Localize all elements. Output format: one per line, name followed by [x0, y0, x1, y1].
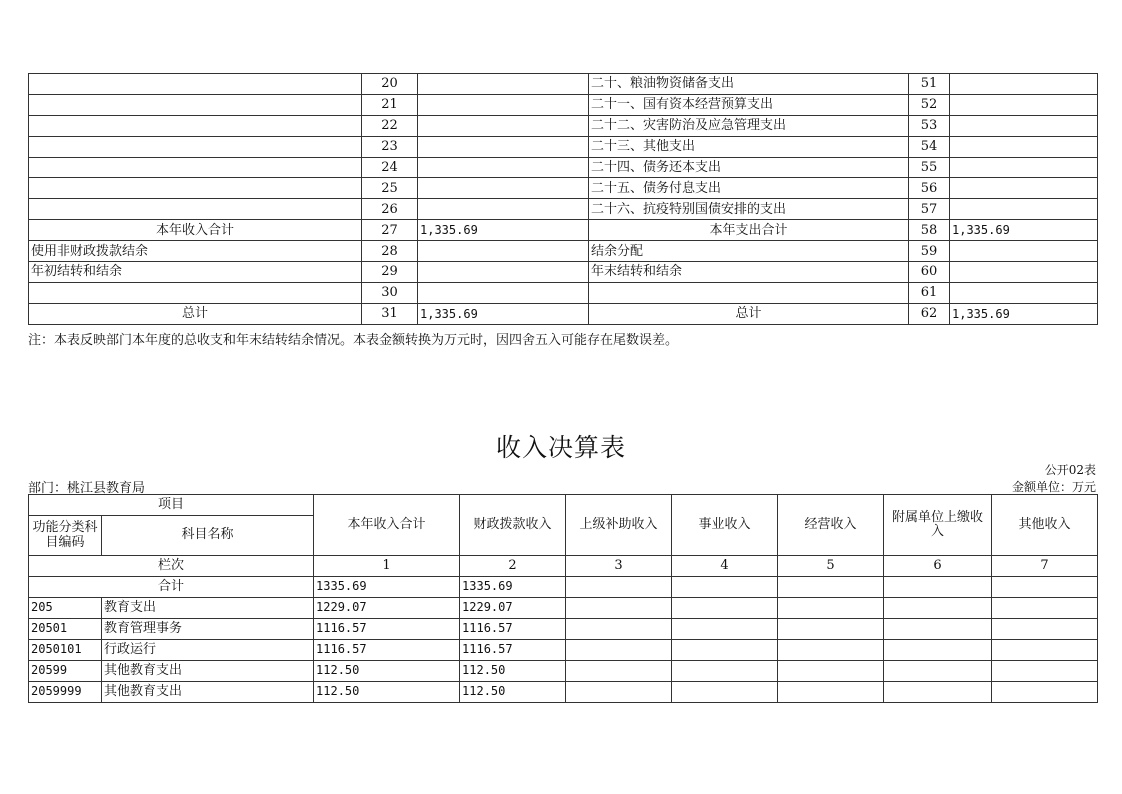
empty-cell: [778, 682, 884, 703]
column-index: 4: [672, 556, 778, 577]
summary-row: [29, 115, 1098, 136]
row-total-income: 1229.07: [314, 598, 460, 619]
empty-cell: [884, 577, 992, 598]
expense-line-no: 61: [909, 282, 950, 303]
column-index-row: [29, 556, 1098, 577]
header-business: 事业收入: [672, 495, 778, 556]
income-amount: [418, 157, 589, 178]
subject-code: 20501: [29, 619, 102, 640]
income-line-no: 22: [362, 115, 418, 136]
income-line-no: 29: [362, 262, 418, 283]
empty-cell: [778, 640, 884, 661]
column-index-label: 栏次: [29, 556, 314, 577]
column-index: 7: [992, 556, 1098, 577]
income-item: 年初结转和结余: [29, 262, 362, 283]
row-total-income: 1116.57: [314, 619, 460, 640]
expense-amount: [950, 199, 1098, 220]
income-line-no: 25: [362, 178, 418, 199]
empty-cell: [566, 619, 672, 640]
income-line-no: 24: [362, 157, 418, 178]
header-operating: 经营收入: [778, 495, 884, 556]
income-item: [29, 94, 362, 115]
row-fiscal-income: 1229.07: [460, 598, 566, 619]
table-row: [29, 661, 1098, 682]
expense-amount: 1,335.69: [950, 220, 1098, 241]
row-fiscal-income: 1116.57: [460, 619, 566, 640]
subject-code: 20599: [29, 661, 102, 682]
empty-cell: [672, 619, 778, 640]
income-line-no: 23: [362, 136, 418, 157]
summary-row: [29, 220, 1098, 241]
income-item: 本年收入合计: [29, 220, 362, 241]
summary-row: [29, 136, 1098, 157]
empty-cell: [672, 577, 778, 598]
income-line-no: 20: [362, 74, 418, 95]
empty-cell: [992, 619, 1098, 640]
income-line-no: 31: [362, 303, 418, 324]
income-amount: [418, 74, 589, 95]
empty-cell: [566, 640, 672, 661]
expense-line-no: 62: [909, 303, 950, 324]
row-total-income: 112.50: [314, 661, 460, 682]
income-item: [29, 157, 362, 178]
empty-cell: [566, 577, 672, 598]
empty-cell: [672, 661, 778, 682]
income-amount: [418, 94, 589, 115]
income-item: [29, 199, 362, 220]
expense-amount: [950, 157, 1098, 178]
income-item: 总计: [29, 303, 362, 324]
summary-row: [29, 262, 1098, 283]
subject-name: 行政运行: [102, 640, 314, 661]
expense-line-no: 56: [909, 178, 950, 199]
expense-item: 结余分配: [589, 241, 909, 262]
empty-cell: [992, 682, 1098, 703]
expense-amount: 1,335.69: [950, 303, 1098, 324]
income-item: [29, 115, 362, 136]
expense-item: 二十四、债务还本支出: [589, 157, 909, 178]
income-item: 使用非财政拨款结余: [29, 241, 362, 262]
income-line-no: 21: [362, 94, 418, 115]
summary-row: [29, 199, 1098, 220]
expense-amount: [950, 74, 1098, 95]
header-affiliated: 附属单位上缴收入: [884, 495, 992, 556]
row-total-income: 112.50: [314, 682, 460, 703]
empty-cell: [992, 598, 1098, 619]
income-amount: [418, 199, 589, 220]
expense-item: 二十二、灾害防治及应急管理支出: [589, 115, 909, 136]
expense-item: 二十、粮油物资储备支出: [589, 74, 909, 95]
empty-cell: [566, 598, 672, 619]
expense-item: 年末结转和结余: [589, 262, 909, 283]
expense-item: 总计: [589, 303, 909, 324]
expense-line-no: 54: [909, 136, 950, 157]
expense-line-no: 53: [909, 115, 950, 136]
row-fiscal-income: 1116.57: [460, 640, 566, 661]
empty-cell: [884, 661, 992, 682]
header-name: 科目名称: [102, 516, 314, 556]
income-amount: [418, 115, 589, 136]
empty-cell: [672, 682, 778, 703]
total-income: 1335.69: [314, 577, 460, 598]
income-item: [29, 178, 362, 199]
expense-line-no: 60: [909, 262, 950, 283]
table-row: [29, 640, 1098, 661]
income-line-no: 26: [362, 199, 418, 220]
income-item: [29, 136, 362, 157]
expense-item: 二十三、其他支出: [589, 136, 909, 157]
total-row: [29, 577, 1098, 598]
header-fiscal: 财政拨款收入: [460, 495, 566, 556]
income-line-no: 30: [362, 282, 418, 303]
column-index: 2: [460, 556, 566, 577]
total-label: 合计: [29, 577, 314, 598]
empty-cell: [884, 598, 992, 619]
subject-name: 教育支出: [102, 598, 314, 619]
summary-row: [29, 157, 1098, 178]
summary-row: [29, 282, 1098, 303]
income-amount: [418, 262, 589, 283]
subject-code: 205: [29, 598, 102, 619]
income-line-no: 28: [362, 241, 418, 262]
summary-row: [29, 241, 1098, 262]
income-table: [28, 494, 1098, 703]
expense-amount: [950, 282, 1098, 303]
empty-cell: [992, 640, 1098, 661]
table-row: [29, 682, 1098, 703]
header-code: 功能分类科目编码: [29, 516, 102, 556]
header-superior: 上级补助收入: [566, 495, 672, 556]
income-line-no: 27: [362, 220, 418, 241]
expense-amount: [950, 241, 1098, 262]
empty-cell: [992, 577, 1098, 598]
expense-item: 二十五、债务付息支出: [589, 178, 909, 199]
expense-amount: [950, 262, 1098, 283]
header-other: 其他收入: [992, 495, 1098, 556]
income-amount: 1,335.69: [418, 303, 589, 324]
subject-code: 2059999: [29, 682, 102, 703]
table-row: [29, 619, 1098, 640]
expense-item: 二十一、国有资本经营预算支出: [589, 94, 909, 115]
subject-code: 2050101: [29, 640, 102, 661]
empty-cell: [992, 661, 1098, 682]
column-index: 5: [778, 556, 884, 577]
expense-amount: [950, 115, 1098, 136]
expense-line-no: 57: [909, 199, 950, 220]
column-index: 3: [566, 556, 672, 577]
income-amount: 1,335.69: [418, 220, 589, 241]
department-label: 部门：桃江县教育局: [28, 481, 146, 496]
expense-item: 本年支出合计: [589, 220, 909, 241]
header-item: 项目: [29, 495, 314, 516]
page-title: 收入决算表: [495, 433, 626, 462]
empty-cell: [566, 682, 672, 703]
row-fiscal-income: 112.50: [460, 682, 566, 703]
summary-row: [29, 178, 1098, 199]
expense-line-no: 52: [909, 94, 950, 115]
empty-cell: [778, 598, 884, 619]
summary-row: [29, 303, 1098, 324]
table-row: [29, 598, 1098, 619]
empty-cell: [778, 619, 884, 640]
column-index: 1: [314, 556, 460, 577]
empty-cell: [672, 598, 778, 619]
subject-name: 其他教育支出: [102, 661, 314, 682]
expense-line-no: 55: [909, 157, 950, 178]
income-amount: [418, 178, 589, 199]
subject-name: 其他教育支出: [102, 682, 314, 703]
summary-row: [29, 94, 1098, 115]
row-total-income: 1116.57: [314, 640, 460, 661]
unit-label: 金额单位：万元: [1011, 480, 1096, 494]
table-number: 公开02表: [1044, 463, 1096, 477]
expense-line-no: 58: [909, 220, 950, 241]
expense-amount: [950, 94, 1098, 115]
expense-item: [589, 282, 909, 303]
expense-line-no: 51: [909, 74, 950, 95]
expense-amount: [950, 178, 1098, 199]
column-index: 6: [884, 556, 992, 577]
empty-cell: [778, 661, 884, 682]
income-item: [29, 74, 362, 95]
header-total: 本年收入合计: [314, 495, 460, 556]
summary-table: [28, 73, 1098, 325]
empty-cell: [884, 619, 992, 640]
summary-note: 注：本表反映部门本年度的总收支和年末结转结余情况。本表金额转换为万元时，因四舍五入可能存在尾数误差。: [28, 333, 679, 348]
empty-cell: [778, 577, 884, 598]
empty-cell: [884, 682, 992, 703]
income-amount: [418, 136, 589, 157]
empty-cell: [566, 661, 672, 682]
summary-row: [29, 74, 1098, 95]
expense-item: 二十六、抗疫特别国债安排的支出: [589, 199, 909, 220]
income-item: [29, 282, 362, 303]
income-amount: [418, 282, 589, 303]
total-fiscal: 1335.69: [460, 577, 566, 598]
empty-cell: [884, 640, 992, 661]
expense-line-no: 59: [909, 241, 950, 262]
empty-cell: [672, 640, 778, 661]
row-fiscal-income: 112.50: [460, 661, 566, 682]
income-amount: [418, 241, 589, 262]
subject-name: 教育管理事务: [102, 619, 314, 640]
expense-amount: [950, 136, 1098, 157]
